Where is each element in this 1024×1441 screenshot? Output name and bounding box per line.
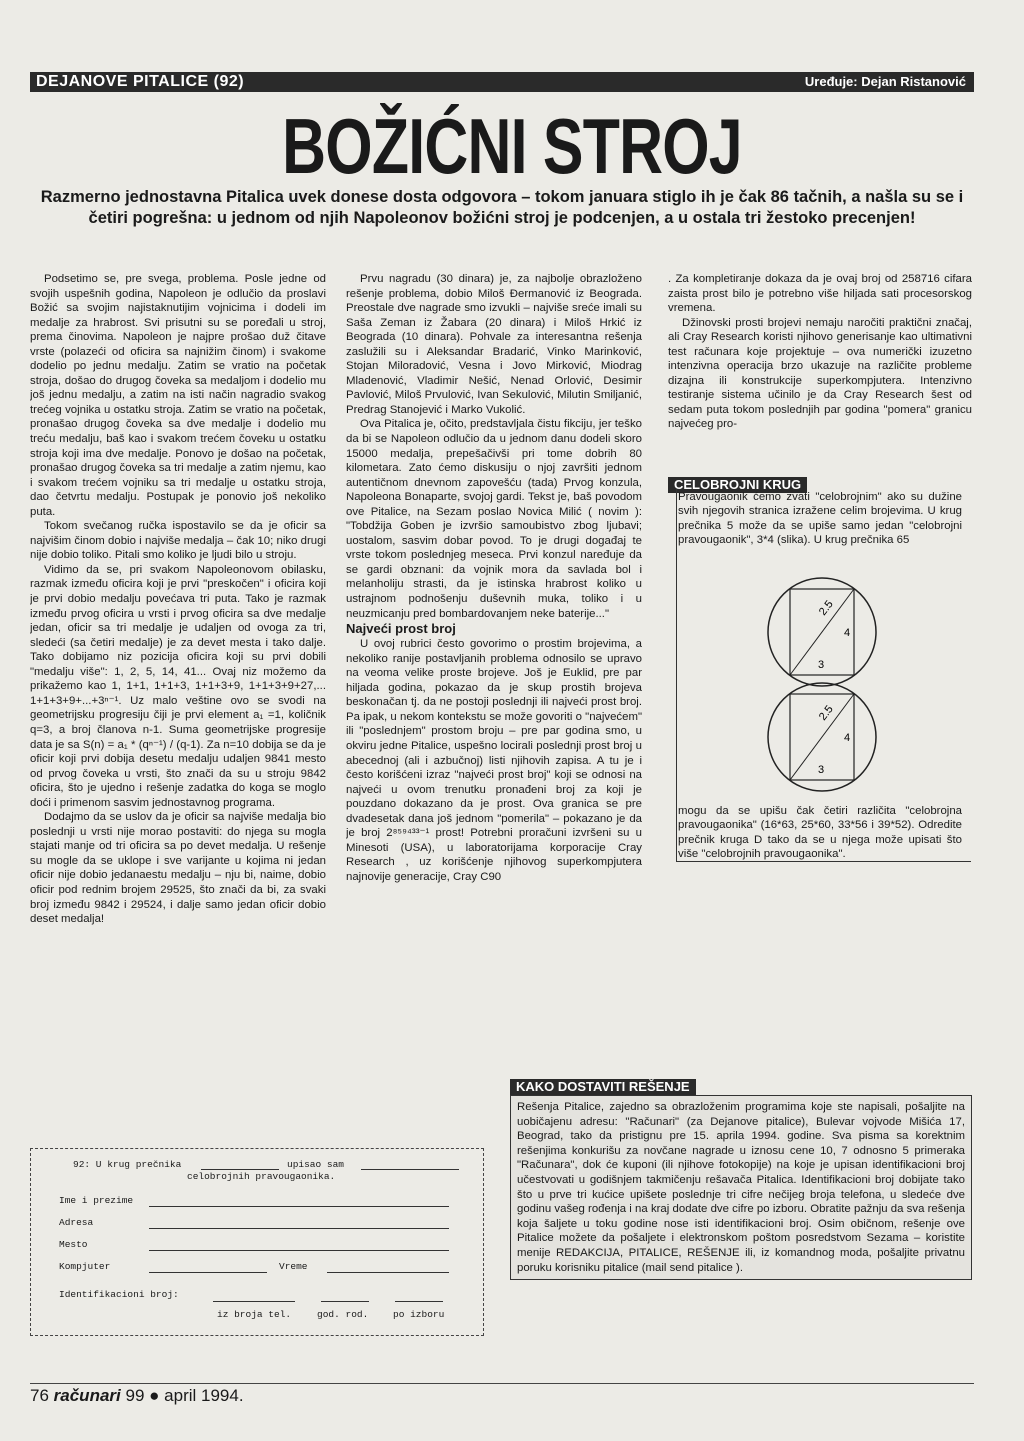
column-2: [346, 272, 642, 1087]
box-heading: KAKO DOSTAVITI REŠENJE: [510, 1079, 696, 1095]
side-label: 4: [844, 627, 851, 639]
article-title: BOŽIĆNI STROJ: [282, 102, 742, 190]
diameter-field[interactable]: [201, 1169, 279, 1170]
id-phone-boxes[interactable]: [213, 1301, 295, 1302]
circle-figure-2: [768, 683, 876, 791]
issue-number: 99: [125, 1386, 145, 1405]
id-year-caption: god. rod.: [317, 1309, 369, 1320]
paragraph: Ova Pitalica je, očito, predstavljala čistu fikciju, jer teško da bi se Napoleon odlučio da u jednom danu dodeli skoro 15000 medalja, prepešačivši pri tome dobrih 80 kilometara. Zato ćemo diskusiju o njoj završiti jednom autentičnom dnevnom zapovešću (tada) Prvog konzula, Napoleona Bonaparte, svojoj gardi. Tekst je, baš povodom ove Pitalice, na Sezam poslao Novica Milić ( novim ): "Tobdžija Goben je izvršio samoubistvo zbog ljubavi; uostalom, sasvim dobar povod. To je drugi događaj te vrste tokom poslednjeg meseca. Prvi konzul naređuje da se gardi obznani: da vojnik mora da savlada bol i melanholiju strasti, da je istinska hrabrost koliko u ustrajnom podnošenju duševnih muka, toliko i u neuzmicanju pred bombardovanjem neke baterije...": [346, 418, 642, 620]
name-label: Ime i prezime: [59, 1195, 134, 1206]
paragraph: Podsetimo se, pre svega, problema. Posle jedne od svojih uspešnih godina, Napoleon je odlučio da proslavi Božić sa svojim najistaknutijim vojnicima i dodeli im medalje za hrabrost. Svi prisutni su se poređali u stroj, prema činovima. Napoleon je najpre prošao duž čitave vrste (polazeći od oficira sa najnižim činom) i svakome dodelio po jednu medalju. Zatim se vratio na početak stroja, došao do drugog čoveka sa medaljom i dodelio mu još jednu medalju, a zatim na isti način nagradio svakog trećeg vojnika u ostatku stroja. Zatim se vratio na početak, pronašao drugog čoveka sa dve medalje i dodelio mu treću medalju, baš kao i svakom trećem čoveku u ostatku stroja koji ima dve medalje. Ponovo je došao na početak, pronašao drugog čoveka sa tri medalje a zatim njemu, kao i svakom trećem vojniku sa tri medalje u ostatku stroja, dao četvrtu medalju. Postupak je ponovio još nekoliko puta.: [30, 273, 326, 518]
id-choice-caption: po izboru: [393, 1309, 445, 1320]
box-heading: CELOBROJNI KRUG: [668, 477, 807, 493]
circle-puzzle-box: [668, 476, 972, 862]
side-label: 4: [844, 732, 851, 744]
computer-field[interactable]: [149, 1272, 267, 1273]
entry-coupon: [30, 1148, 484, 1336]
box-text: Rešenja Pitalice, zajedno sa obrazloženim programima koje ste napisali, pošaljite na uobičajenu adresu: "Računari" (za Dejanove pitalice), Bulevar vojvode Mišića 17, Beograd, tako da pristignu pre 15. aprila 1994. godine. Sva pisma sa korektnim rešenjima konkurišu za novčane nagrade u iznosu cene 10, 7 odnosno 5 primeraka "Računara", dok će kuponi (ili njihove fotokopije) na koje je upisan identifikacioni broj učestvovati u godišnjem takmičenju rešavača Pitalica. Identifikacioni broj dobijate tako što u prve tri kućice upišete poslednje tri cifre nečijeg broja telefona, u sledeće dve godinu vašeg rođenja i na kraj dodate dve cifre po izboru. Obratite pažnju da sva rešenja koja šaljete u toku godine nose isti identifikacioni broj. Osim običnom, rešenje ove Pitalice možete da pošaljete i elektronskom poštom posredstvom Sezama – koristite menije REDAKCIJA, PITALICE, REŠENJE ili, iz komandnog moda, pošaljite privatnu poruku korisniku pitalice (mail send pitalice ).: [510, 1095, 972, 1280]
side-label: 3: [818, 659, 825, 671]
section-header-bar: [30, 72, 974, 92]
bullet: ●: [149, 1386, 160, 1405]
place-field[interactable]: [149, 1250, 449, 1251]
place-label: Mesto: [59, 1239, 88, 1250]
column-3: [668, 272, 972, 462]
address-label: Adresa: [59, 1217, 94, 1228]
time-label: Vreme: [279, 1261, 308, 1272]
article-lead: Razmerno jednostavna Pitalica uvek donese dosta odgovora – tokom januara stiglo ih je čak 86 tačnih, a našla su se i četiri pogrešna: u jednom od njih Napoleonov božićni stroj je podcenjen, a u ostala tri žestoko precenjen!: [40, 188, 964, 227]
circle-figure-1: [768, 578, 876, 686]
paragraph: Tokom svečanog ručka ispostavilo se da je oficir sa najvišim činom dobio i najviše medalja – čak 10; niko drugi nije dobio toliko. Pitali smo koliko je ljudi bilo u stroju.: [30, 520, 326, 562]
paragraph: Dodajmo da se uslov da je oficir sa najviše medalja bio poslednji u vrsti nije morao postaviti: do njega su mogla stajati manje od tri oficira sa po devet medalja. U rešenje su mogle da se uklope i sve varijante u kojima ni jedan oficir nije dobio jedanaestu medalju – nju bi, naime, dobio oficir pod rednim brojem 29525, što znači da bi, za svaki broj između 9842 i 29524, i dalje samo jedan oficir dobio deset medalja!: [30, 811, 326, 926]
coupon-question-2: upisao sam: [287, 1159, 345, 1170]
subheading: Najveći prost broj: [346, 621, 456, 637]
footer-rule: [30, 1383, 974, 1384]
box-text-2: mogu da se upišu čak četiri različita "celobrojna pravougaonika" (16*63, 25*60, 33*56 i 39*52). Odredite prečnik kruga D tako da se u njega može upisati što više "celobrojnih pravougaonika".: [678, 805, 962, 861]
coupon-question-3: celobrojnih pravougaonika.: [187, 1171, 336, 1182]
computer-label: Kompjuter: [59, 1261, 111, 1272]
magazine-logo: računari: [53, 1386, 121, 1405]
page-footer: [30, 1386, 244, 1406]
count-field[interactable]: [361, 1169, 459, 1170]
id-label: Identifikacioni broj:: [59, 1289, 179, 1300]
side-label: 3: [818, 764, 825, 776]
time-field[interactable]: [327, 1272, 449, 1273]
series-title: DEJANOVE PITALICE (92): [36, 73, 245, 90]
id-choice-boxes[interactable]: [395, 1301, 443, 1302]
name-field[interactable]: [149, 1206, 449, 1207]
issue-date: april 1994.: [164, 1386, 244, 1405]
column-1: [30, 272, 326, 1124]
address-field[interactable]: [149, 1228, 449, 1229]
page-number: 76: [30, 1386, 49, 1405]
coupon-question: 92: U krug prečnika: [73, 1159, 182, 1170]
diagonal-label: 2.5: [816, 703, 836, 723]
paragraph: . Za kompletiranje dokaza da je ovaj broj od 258716 cifara zaista prost bilo je potrebno više hiljada sati procesorskog vremena.: [668, 273, 972, 315]
circle-diagram: [752, 572, 892, 802]
box-text: Pravougaonik ćemo zvati "celobrojnim" ako su dužine svih njegovih stranica izražene celim brojevima. U krug prečnika 5 može da se upiše samo jedan "celobrojni pravougaonik", 3*4 (slika). U krug prečnika 65: [678, 491, 962, 547]
id-phone-caption: iz broja tel.: [217, 1309, 292, 1320]
diagonal-label: 2.5: [816, 598, 836, 618]
paragraph: Džinovski prosti brojevi nemaju naročiti praktični značaj, ali Cray Research koristi njihovo generisanje kao ultimativni test računara koje projektuje – ova numerički izuzetno intenzivna operacija brzo ukazuje na različite probleme dizajna ili konstrukcije superkompjutera. Intenzivno testiranje sistema učinilo je da Cray Research šest od sedam puta tokom poslednjih par godina "pomera" granicu najvećeg pro-: [668, 316, 972, 431]
paragraph: Vidimo da se, pri svakom Napoleonovom obilasku, razmak između oficira koji je prvi "preskočen" i oficira koji je prvi dobio medalju povećava tri puta. Tako je razmak između prvog oficira u vrsti i prvog oficira sa dve medalje jedan, oficir sa tri medalje je udaljen od ovoga za tri, sledeći (sa četiri medalje) je za devet mesta i tako dalje. Tako dobijamo niz pozicija oficira koji su prvi dobili "medalju više": 1, 2, 5, 14, 41... Ovaj niz možemo da prikažemo kao 1, 1+1, 1+1+3, 1+1+3+9, 1+1+3+9+27,... 1+1+3+9+...+3ⁿ⁻¹. Uz malo veštine ovo se svodi na geometrijsku progresiju čiji je prvi element a₁ =1, količnik q=3, a broj članova n-1. Suma geometrijske progresije data je sa S(n) = a₁ * (qⁿ⁻¹) / (q-1). Za n=10 dobija se da je oficir koji prvi dobija desetu medalju udaljen 9841 mesto od prvog čoveka u vrsti, što znači da su u stroju 9842 oficira, što je ujedno i rešenje zadatka do koga se moglo doći i primenom sasvim jednostavnog programa.: [30, 563, 326, 809]
submission-box: [510, 1078, 972, 1358]
paragraph: U ovoj rubrici često govorimo o prostim brojevima, a nekoliko ranije postavljanih problema odnosilo se upravo na veoma velike proste brojeve. Još je Euklid, pre par hiljada godina, pokazao da je skup prostih brojeva beskonačan tj. da ne postoji poslednji ili najveći prost broj. Pa ipak, u nekom kontekstu se može govoriti o "najvećem" ili "poslednjem" prostom broju – pre par godina smo, u okviru jedne Pitalice, uspešno locirali poslednji prost broj u abecednoj (ali i azbučnoj) listi njihovih zapisa. A tu je i često korišćeni izraz "najveći prost broj" koji se odnosi na najveći u ovom trenutku pronađeni broj za koji je pouzdano dokazano da je prost. Ova granica se pre dvadesetak dana još jednom "pomerila" – pokazano je da je broj 2⁸⁵⁹⁴³³⁻¹ prost! Potrebni proračuni izvršeni su u Minesoti (USA), u laboratorijama korporacije Cray Research , uz korišćenje njihovog superkompjutera najnovije generacije, Cray C90: [346, 638, 642, 883]
id-year-boxes[interactable]: [321, 1301, 369, 1302]
editor-credit: Uređuje: Dejan Ristanović: [804, 74, 966, 89]
paragraph: Prvu nagradu (30 dinara) je, za najbolje obrazloženo rešenje problema, dobio Miloš Đermanović iz Beograda. Preostale dve nagrade smo izvukli – najviše sreće imali su Saša Zeman iz Žabara (20 dinara) i Miloš Hrkić iz Beograda (10 dinara). Pohvale za interesantna rešenja zaslužili su i Aleksandar Bradarić, Vinko Marinković, Stojan Miloradović, Vesna i Jovo Mirković, Miodrag Mladenović, Vladimir Nešić, Nenad Orlović, Desimir Pavlović, Miloš Prvulović, Ivan Sekulović, Milutin Smiljanić, Predrag Stanojević i Marko Vukolić.: [346, 273, 642, 416]
